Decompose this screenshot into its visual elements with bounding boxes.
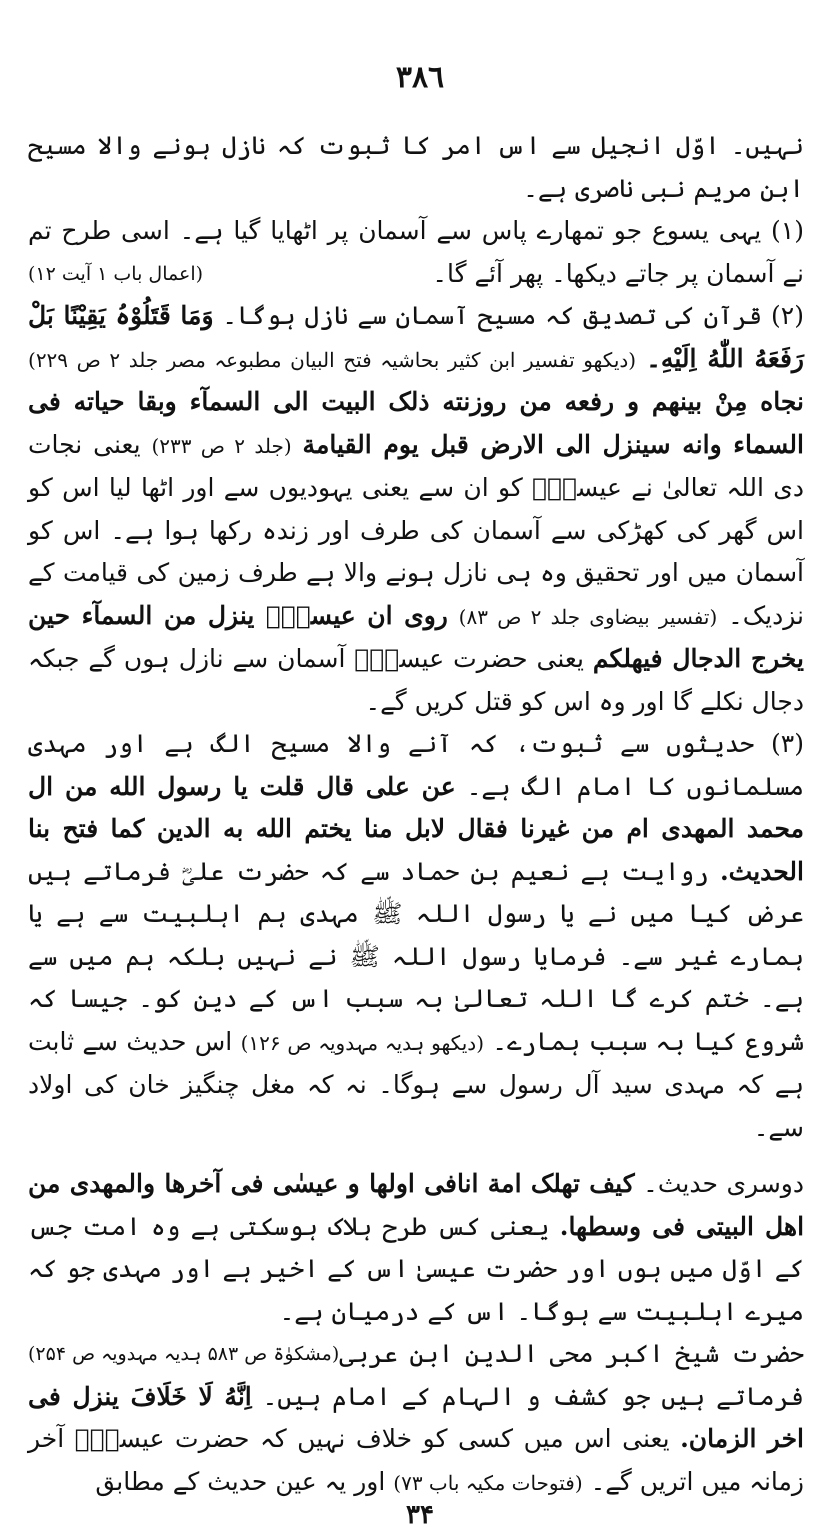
paragraph-4	[28, 1163, 805, 1365]
citation: (اعمال باب ۱ آیت ۱۲)	[28, 262, 204, 285]
paragraph-text: نہیں۔ اوّل انجیل سے اس امر کا ثبوت کہ نازل ہونے والا مسیح ابن مریم نبی ناصری ہے۔	[28, 131, 804, 203]
arabic-quote: نجاه مِنْ بینهم و رفعه من روزنته ذلک البیت الی السمآء وبقا حیاته فی السماء وانه سینزل الی الارض قبل یوم القیامة	[28, 387, 804, 459]
paragraph-text: یعنی اس میں کسی کو خلاف نہیں کہ حضرت عیسیٰؑ آخر زمانہ میں اتریں گے۔	[28, 1424, 804, 1496]
paragraph-text: (۲) قرآن کی تصدیق کہ مسیح آسمان سے نازل ہوگا۔	[222, 301, 804, 330]
arabic-quote: عن علی قال قلت یا رسول الله من ال محمد المهدی ام من غیرنا فقال لابل منا یختم الله به الدین کما فتح بنا الحدیث.	[28, 771, 804, 886]
paragraph-text: روایت ہے نعیم بن حماد سے کہ حضرت علیؓ فرماتے ہیں عرض کیا میں نے یا رسول اللہ ﷺ مہدی ہم اہلبیت سے ہے یا ہمارے غیر سے۔ فرمایا رسول اللہ ﷺ نے نہیں بلکہ ہم میں سے ہے۔ ختم کرے گا اللہ تعالیٰ بہ سبب اس کے دین کو۔ جیسا کہ شروع کیا بہ سبب ہمارے۔	[28, 856, 805, 1056]
paragraph-2	[28, 295, 804, 723]
citation: (فتوحات مکیہ باب ۷۳)	[393, 1470, 583, 1495]
citation: (مشکوٰۃ ص ۵۸۳ ہدیہ مہدویہ ص ۲۵۴)	[28, 1343, 340, 1365]
paragraph-3	[28, 723, 804, 1149]
citation: (دیکھو ہدیہ مہدویہ ص ۱۲۶)	[240, 1030, 485, 1055]
paragraph-text: یعنی کس طرح ہلاک ہوسکتی ہے وہ امت جس کے اوّل میں ہوں اور حضرت عیسیٰ اس کے اخیر ہے اور مہدی جو کہ میرے اہلبیت سے ہوگا۔ اس کے درمیان ہے۔	[28, 1211, 804, 1326]
paragraph-1	[28, 210, 804, 295]
arabic-quote: اِنَّهُ لَا خَلَافَ ینزل فی اخر الزمان.	[28, 1381, 804, 1453]
paragraph-text: (۱) یہی یسوع جو تمھارے پاس سے آسمان پر اٹھایا گیا ہے۔ اسی طرح تم نے آسمان پر جاتے دیکھا۔ پھر آئے گا۔	[28, 216, 804, 288]
paragraph-text: (۳) حدیثوں سے ثبوت، کہ آنے والا مسیح الگ ہے اور مہدی مسلمانوں کا امام الگ ہے۔	[28, 729, 804, 801]
citation: (جلد ۲ ص ۲۳۳)	[151, 433, 292, 458]
paragraph-intro	[28, 125, 804, 210]
citation: (دیکھو تفسیر ابن کثیر بحاشیہ فتح البیان مطبوعہ مصر جلد ۲ ص ۲۲۹)	[28, 347, 637, 372]
arabic-quote: روی ان عیسیٰؑ ینزل من السمآء حین یخرج الدجال فیهلکم	[28, 600, 804, 673]
paragraph-text: اور یہ عین حدیث کے مطابق	[95, 1466, 386, 1496]
paragraph-text: اس حدیث سے ثابت ہے کہ مہدی سید آل رسول سے ہوگا۔ نہ کہ مغل چنگیز خان کی اولاد سے۔	[28, 1026, 804, 1142]
paragraph-text: دوسری حدیث۔	[643, 1169, 804, 1198]
page-number: ۳۸٦	[395, 60, 445, 95]
body-text	[28, 125, 804, 1504]
paragraph-text: حضرت شیخ اکبر محی الدین ابن عربی فرماتے ہیں جو کشف و الہام کے امام ہیں۔	[262, 1339, 804, 1411]
arabic-quote: وَمَا قَتَلُوْہُ یَقِیْنًا بَلْ رَفَعَهُ اللّٰهُ اِلَیْهِ۔	[28, 301, 804, 373]
paragraph-text: یعنی نجات دی اللہ تعالیٰ نے عیسیٰؑ کو ان سے یعنی یہودیوں سے اور اٹھا لیا اس کو اس گھر کی کھڑکی سے آسمان کی طرف اور زندہ رکھا ہوا ہے۔ اس کو آسمان میں اور تحقیق وہ ہی نازل ہونے والا ہے طرف زمین کی قیامت کے نزدیک۔	[28, 429, 804, 630]
arabic-quote: کیف تهلک امة انافی اولها و عیسٰی فی آخرها والمهدی من اهل البیتی فی وسطها.	[28, 1169, 805, 1241]
paragraph-text: یعنی حضرت عیسیٰؑ آسمان سے نازل ہوں گے جبکہ دجال نکلے گا اور وہ اس کو قتل کریں گے۔	[28, 644, 804, 716]
footer-signature: ۳۴	[406, 1500, 434, 1530]
citation: (تفسیر بیضاوی جلد ۲ ص ۸۳)	[458, 604, 718, 629]
